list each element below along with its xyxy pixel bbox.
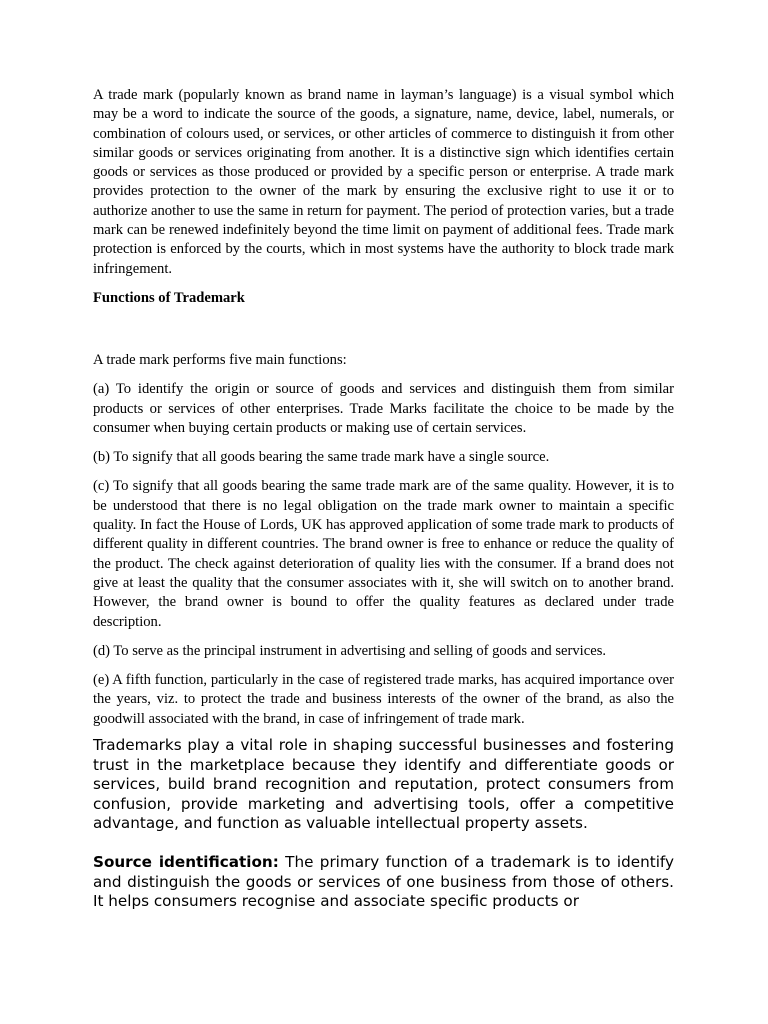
source-identification-label: Source identification: [93, 852, 279, 871]
heading-functions-of-trademark: Functions of Trademark [93, 289, 245, 306]
source-identification-text: The primary function of a trademark is to identify and distinguish the goods or services of one business from those of others. It helps consumers recognise and associate specific products or [93, 852, 675, 911]
paragraph-source-identification [93, 853, 674, 912]
document-page [93, 86, 674, 912]
paragraph-functions-intro: A trade mark performs five main functions: [93, 351, 347, 368]
function-item-b: (b) To signify that all goods bearing the same trade mark have a single source. [93, 449, 550, 466]
function-item-d: (d) To serve as the principal instrument in advertising and selling of goods and services. [93, 642, 607, 659]
function-item-a: (a) To identify the origin or source of goods and services and distinguish them from similar products or services of other enterprises. Trade Marks facilitate the choice to be made by the consumer when buying certain products or making use of certain services. [93, 381, 674, 436]
paragraph-trade-mark-definition: A trade mark (popularly known as brand name in layman’s language) is a visual symbol which may be a word to indicate the source of the goods, a signature, name, device, label, numerals, or combination of colours used, or services, or other articles of commerce to distinguish it from other similar goods or services originating from another. It is a distinctive sign which identifies certain goods or services as those produced or provided by a specific person or enterprise. A trade mark provides protection to the owner of the mark by ensuring the exclusive right to use it or to authorize another to use the same in return for payment. The period of protection varies, but a trade mark can be renewed indefinitely beyond the time limit on payment of additional fees. Trade mark protection is enforced by the courts, which in most systems have the authority to block trade mark infringement. [93, 87, 674, 277]
function-item-e: (e) A fifth function, particularly in the case of registered trade marks, has acquired importance over the years, viz. to protect the trade and business interests of the owner of the brand, as also the goodwill associated with the brand, in case of infringement of trade mark. [93, 672, 674, 727]
paragraph-trademark-role: Trademarks play a vital role in shaping successful businesses and fostering trust in the marketplace because they identify and differentiate goods or services, build brand recognition and reputation, protect consumers from confusion, provide marketing and advertising tools, offer a competitive advantage, and function as valuable intellectual property assets. [93, 736, 674, 833]
function-item-c: (c) To signify that all goods bearing the same trade mark are of the same quality. However, it is to be understood that there is no legal obligation on the trade mark owner to maintain a specific quality. In fact the House of Lords, UK has approved application of some trade mark to products of different quality in different countries. The brand owner is free to enhance or reduce the quality of the product. The check against deterioration of quality lies with the consumer. If a brand does not give at least the quality that the consumer associates with it, she will switch on to another brand. However, the brand owner is bound to offer the quality features as declared under trade description. [93, 478, 674, 630]
